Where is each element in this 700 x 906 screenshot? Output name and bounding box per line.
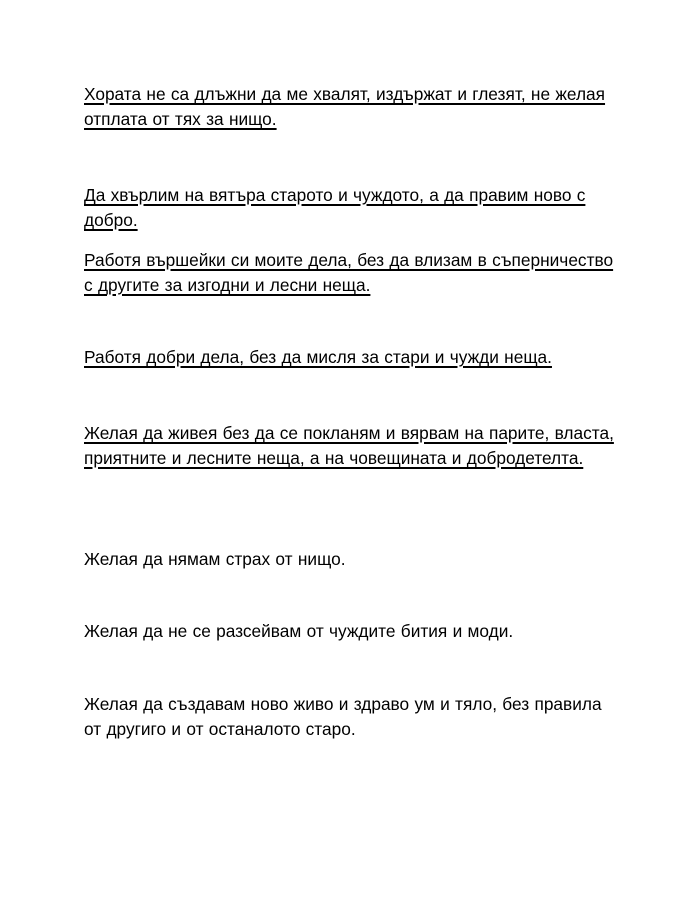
paragraph-4: [84, 345, 614, 370]
paragraph-8-text: Желая да създавам ново живо и здраво ум и тяло, без правила от другиго и от останалото старо.: [84, 694, 602, 739]
paragraph-6: [84, 547, 614, 572]
paragraph-8: [84, 692, 614, 742]
paragraph-7-text: Желая да не се разсейвам от чуждите бития и моди.: [84, 621, 514, 641]
paragraph-6-text: Желая да нямам страх от нищо.: [84, 549, 346, 569]
paragraph-3: [84, 248, 614, 298]
paragraph-4-text: Работя добри дела, без да мисля за стари и чужди неща.: [84, 347, 552, 367]
paragraph-3-text: Работя вършейки си моите дела, без да влизам в съперничество с другите за изгодни и лесни неща.: [84, 250, 614, 295]
paragraph-1: [84, 82, 614, 132]
paragraph-5-text: Желая да живея без да се покланям и вярвам на парите, власта, приятните и лесните неща, а на човещината и добродетелта.: [84, 423, 614, 468]
paragraph-7: [84, 619, 614, 644]
paragraph-2: [84, 183, 614, 233]
paragraph-2-text: Да хвърлим на вятъра старото и чуждото, а да правим ново с добро.: [84, 185, 586, 230]
paragraph-5: [84, 421, 614, 471]
paragraph-1-text: Хората не са длъжни да ме хвалят, издържат и глезят, не желая отплата от тях за нищо.: [84, 84, 606, 129]
